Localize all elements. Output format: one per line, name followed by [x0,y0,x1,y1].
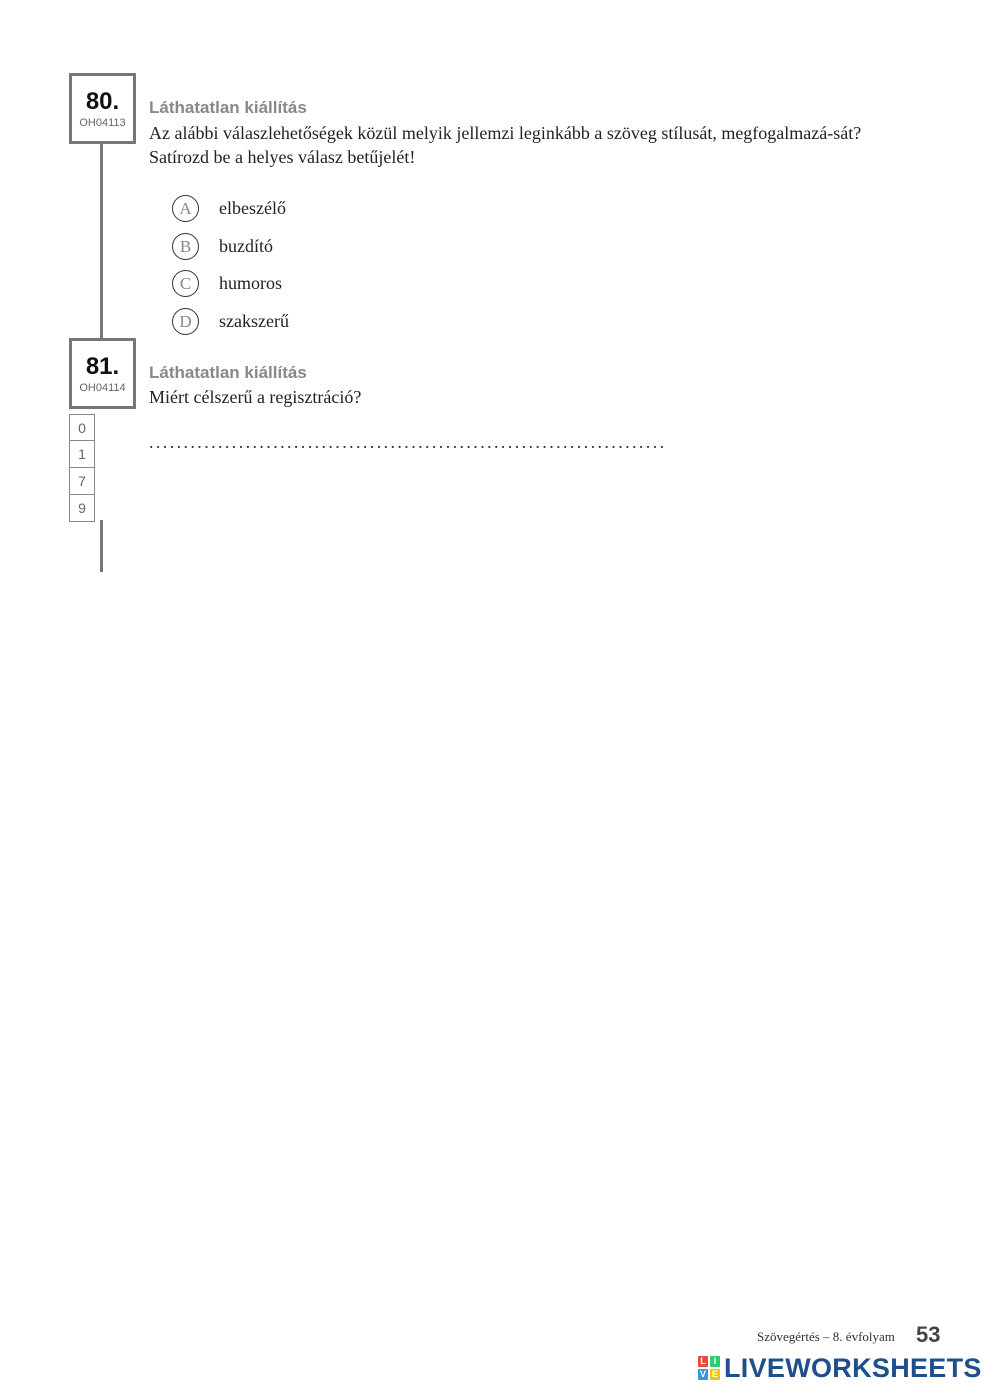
option-b[interactable] [172,228,289,266]
question-80-number-box [69,73,136,144]
question-81-number-box [69,338,136,409]
option-d[interactable] [172,303,289,341]
question-80-connector-line [100,143,103,339]
brand-name: LIVEWORKSHEETS [724,1352,982,1383]
answer-options [172,190,289,340]
option-b-circle[interactable]: B [172,233,199,260]
option-c-circle[interactable]: C [172,270,199,297]
option-c-text: humoros [219,273,282,294]
footer-subject: Szövegértés – 8. évfolyam [757,1329,895,1344]
score-box: 0 [69,414,95,441]
liveworksheets-logo-icon: L I V E [699,1356,718,1379]
option-a[interactable] [172,190,289,228]
question-81-text: Miért célszerű a regisztráció? [149,387,362,407]
question-code: OH04113 [79,117,126,129]
score-boxes [69,414,95,522]
score-box: 7 [69,468,95,495]
question-code: OH04114 [79,382,126,394]
score-box: 9 [69,495,95,522]
liveworksheets-brand [698,1353,982,1383]
question-81-connector-line [100,520,103,572]
question-81-title: Láthatatlan kiállítás [149,363,307,382]
option-d-text: szakszerű [219,310,289,331]
page-number: 53 [916,1322,941,1347]
question-number: 81. [85,353,120,380]
option-a-text: elbeszélő [219,198,286,219]
option-a-circle[interactable]: A [172,195,199,222]
option-d-circle[interactable]: D [172,308,199,335]
question-80-title: Láthatatlan kiállítás [149,98,307,117]
question-80-text: Az alábbi válaszlehetőségek közül melyik jellemzi leginkább a szöveg stílusát, megfogalmazá-sát? Satírozd be a helyes válasz betűjelét! [149,123,862,167]
option-c[interactable] [172,265,289,303]
question-number: 80. [85,88,120,115]
option-b-text: buzdító [219,235,273,256]
answer-input-line[interactable]: ........................................................................... [149,432,667,452]
score-box: 1 [69,441,95,468]
